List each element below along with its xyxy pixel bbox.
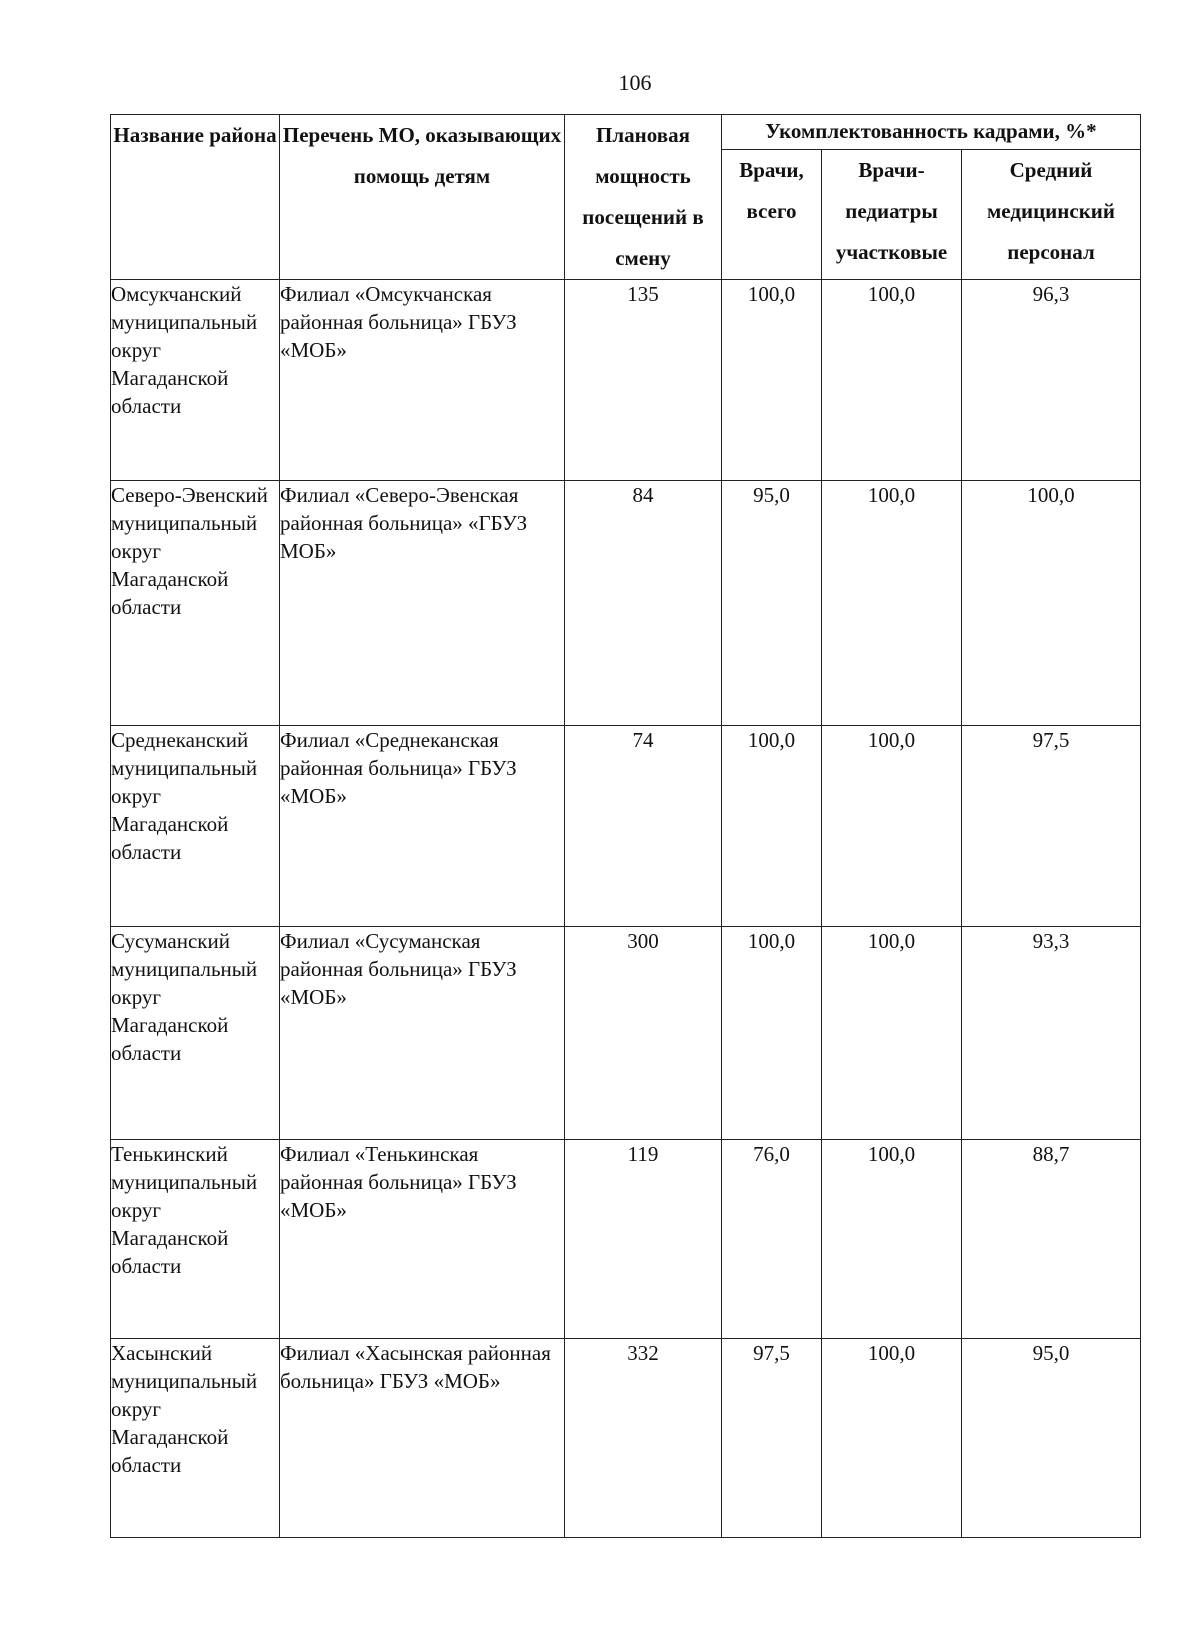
cell-pediatricians: 100,0 <box>822 280 962 481</box>
table-row <box>111 927 1141 1140</box>
header-capacity: Плановая мощность посещений в смену <box>565 115 722 280</box>
cell-capacity: 84 <box>565 481 722 726</box>
cell-district: Сусуманский муниципальный округ Магаданской области <box>111 927 280 1140</box>
cell-doctors-total: 76,0 <box>722 1140 822 1339</box>
header-district: Название района <box>111 115 280 280</box>
header-pediatricians: Врачи-педиатры участковые <box>822 150 962 280</box>
cell-nurses: 96,3 <box>962 280 1141 481</box>
cell-doctors-total: 100,0 <box>722 927 822 1140</box>
cell-capacity: 300 <box>565 927 722 1140</box>
cell-pediatricians: 100,0 <box>822 481 962 726</box>
staffing-table <box>110 114 1141 1538</box>
cell-mo: Филиал «Северо-Эвенская районная больница» «ГБУЗ МОБ» <box>280 481 565 726</box>
table-row <box>111 481 1141 726</box>
table-row <box>111 1339 1141 1538</box>
header-doctors-total: Врачи, всего <box>722 150 822 280</box>
cell-nurses: 97,5 <box>962 726 1141 927</box>
table-header <box>111 115 1141 280</box>
cell-capacity: 332 <box>565 1339 722 1538</box>
cell-pediatricians: 100,0 <box>822 927 962 1140</box>
header-nurses: Средний медицинский персонал <box>962 150 1141 280</box>
cell-pediatricians: 100,0 <box>822 726 962 927</box>
cell-pediatricians: 100,0 <box>822 1339 962 1538</box>
table-row <box>111 280 1141 481</box>
cell-capacity: 119 <box>565 1140 722 1339</box>
cell-nurses: 100,0 <box>962 481 1141 726</box>
cell-pediatricians: 100,0 <box>822 1140 962 1339</box>
header-staffing-group: Укомплектованность кадрами, %* <box>722 115 1141 150</box>
cell-doctors-total: 97,5 <box>722 1339 822 1538</box>
header-mo-list: Перечень МО, оказывающих помощь детям <box>280 115 565 280</box>
table-row <box>111 1140 1141 1339</box>
cell-mo: Филиал «Сусуманская районная больница» ГБУЗ «МОБ» <box>280 927 565 1140</box>
cell-district: Омсукчанский муниципальный округ Магаданской области <box>111 280 280 481</box>
cell-nurses: 93,3 <box>962 927 1141 1140</box>
cell-mo: Филиал «Тенькинская районная больница» ГБУЗ «МОБ» <box>280 1140 565 1339</box>
cell-mo: Филиал «Среднеканская районная больница» ГБУЗ «МОБ» <box>280 726 565 927</box>
cell-district: Хасынский муниципальный округ Магаданской области <box>111 1339 280 1538</box>
cell-doctors-total: 100,0 <box>722 726 822 927</box>
cell-mo: Филиал «Хасынская районная больница» ГБУЗ «МОБ» <box>280 1339 565 1538</box>
cell-mo: Филиал «Омсукчанская районная больница» ГБУЗ «МОБ» <box>280 280 565 481</box>
cell-capacity: 135 <box>565 280 722 481</box>
cell-nurses: 95,0 <box>962 1339 1141 1538</box>
page-number: 106 <box>618 70 652 95</box>
cell-nurses: 88,7 <box>962 1140 1141 1339</box>
table-row <box>111 726 1141 927</box>
cell-district: Среднеканский муниципальный округ Магаданской области <box>111 726 280 927</box>
cell-district: Тенькинский муниципальный округ Магаданской области <box>111 1140 280 1339</box>
cell-capacity: 74 <box>565 726 722 927</box>
cell-doctors-total: 100,0 <box>722 280 822 481</box>
table-body <box>111 280 1141 1538</box>
cell-district: Северо-Эвенский муниципальный округ Магаданской области <box>111 481 280 726</box>
cell-doctors-total: 95,0 <box>722 481 822 726</box>
